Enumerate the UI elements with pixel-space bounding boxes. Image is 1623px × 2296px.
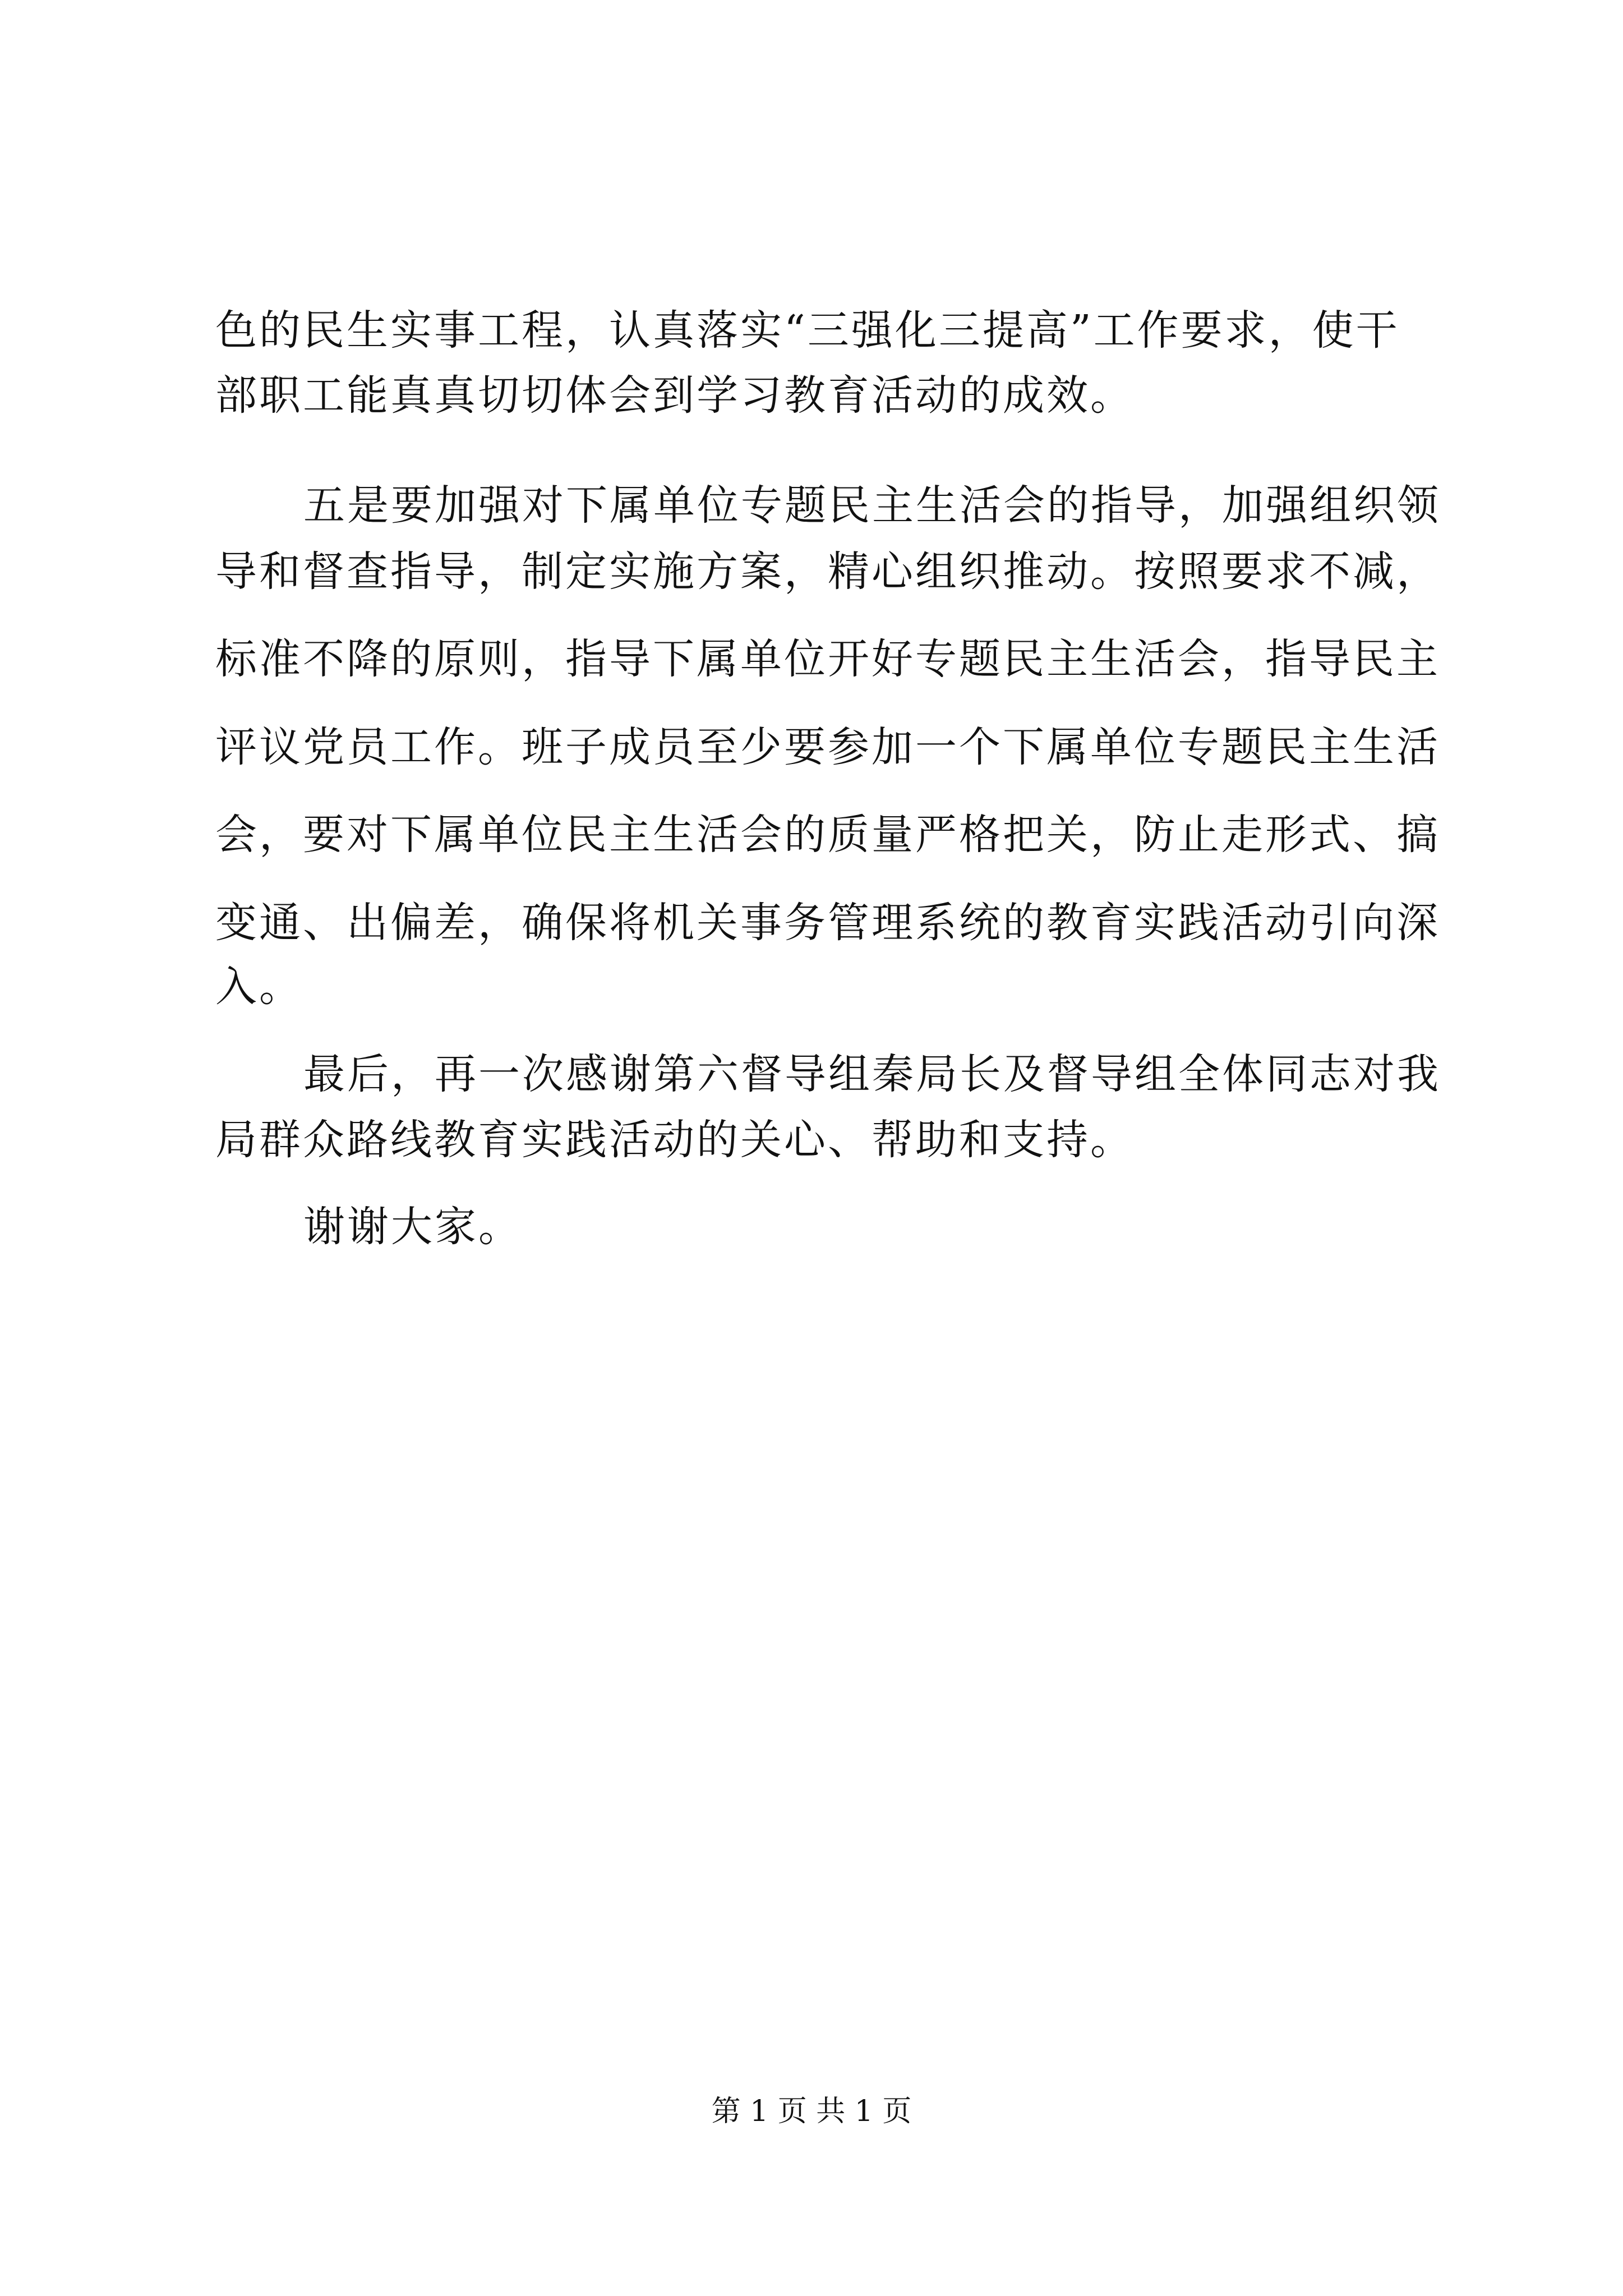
paragraph-2-line-1: 五是要加强对下属单位专题民主生活会的指导，加强组织领 bbox=[303, 481, 1441, 530]
paragraph-1-line-2: 部职工能真真切切体会到学习教育活动的成效。 bbox=[215, 371, 1134, 420]
paragraph-1-line-1: 色的民生实事工程，认真落实“三强化三提高”工作要求，使干 bbox=[215, 306, 1400, 355]
paragraph-2-line-2: 导和督查指导，制定实施方案，精心组织推动。按照要求不减， bbox=[215, 547, 1440, 596]
paragraph-2-line-4: 评议党员工作。班子成员至少要参加一个下属单位专题民主生活 bbox=[215, 723, 1440, 771]
paragraph-3-line-2: 局群众路线教育实践活动的关心、帮助和支持。 bbox=[215, 1116, 1134, 1164]
page-number-footer: 第 1 页 共 1 页 bbox=[711, 2095, 912, 2128]
paragraph-2-line-3: 标准不降的原则，指导下属单位开好专题民主生活会，指导民主 bbox=[215, 635, 1440, 683]
paragraph-4-line-1: 谢谢大家。 bbox=[303, 1203, 522, 1251]
paragraph-2-line-6: 变通、出偏差，确保将机关事务管理系统的教育实践活动引向深 bbox=[215, 899, 1440, 947]
paragraph-2-line-5: 会，要对下属单位民主生活会的质量严格把关，防止走形式、搞 bbox=[215, 811, 1440, 859]
paragraph-2-line-7: 入。 bbox=[215, 963, 303, 1011]
paragraph-3-line-1: 最后，再一次感谢第六督导组秦局长及督导组全体同志对我 bbox=[303, 1050, 1441, 1098]
